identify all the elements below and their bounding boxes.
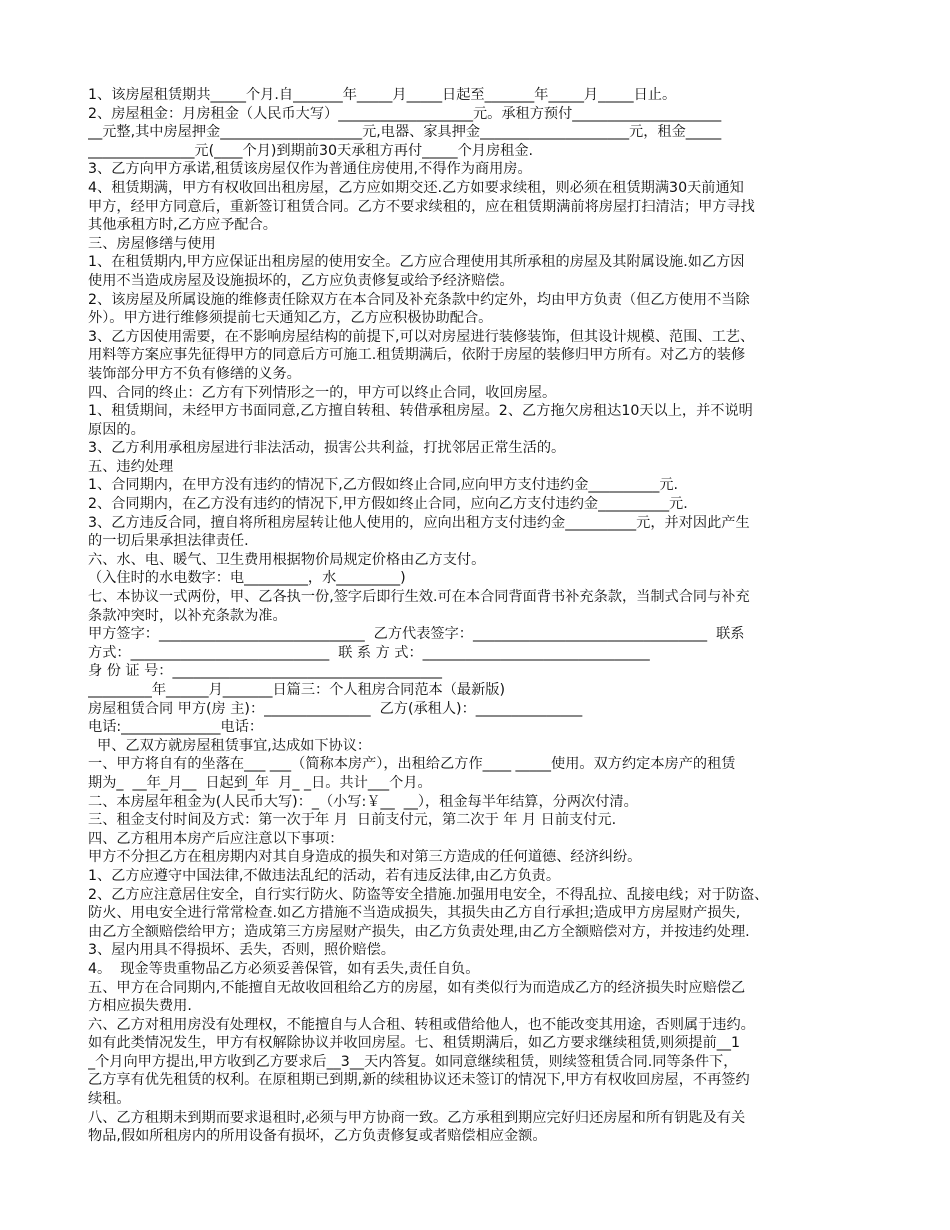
text-line: 三、租金支付时间及方式：第一次于年 月 日前支付元，第二次于 年 月 日前支付元. [88, 812, 617, 829]
text-line: 1、租赁期间，未经甲方书面同意,乙方擅自转租、转借承租房屋。2、乙方拖欠房租达10天以上，并不说明 [88, 403, 753, 420]
text-line: 原因的。 [88, 421, 145, 438]
text-line: 1、合同期内，在甲方没有违约的情况下,乙方假如终止合同,应向甲方支付违约金__________元. [88, 477, 679, 494]
text-line: 外）。甲方进行维修须提前七天通知乙方，乙方应积极协助配合。 [88, 310, 493, 327]
text-line: 其他承租方时,乙方应予配合。 [88, 217, 277, 234]
text-line: 由乙方全额赔偿给甲方；造成第三方房屋财产损失，由乙方负责处理,由乙方全额赔偿对方，并按违约处理. [88, 923, 750, 940]
text-line: 二、本房屋年租金为(人民币大写)：_（小写:￥__ __），租金每半年结算，分两次付清。 [88, 793, 638, 810]
text-line: 方相应损失费用. [88, 998, 192, 1015]
text-line: 2、乙方应注意居住安全，自行实行防火、防盗等安全措施.加强用电安全，不得乱拉、乱接电线；对于防盗、 [88, 886, 769, 903]
text-line: 身 份 证 号：______________________________________ [88, 663, 443, 680]
document-body [88, 86, 862, 1146]
text-line: 六、水、电、暖气、卫生费用根据物价局规定价格由乙方支付。 [88, 551, 486, 568]
text-line: 4、租赁期满，甲方有权收回出租房屋，乙方应如期交还.乙方如要求续租，则必须在租赁期满30天前通知 [88, 179, 744, 196]
text-line: 物品,假如所租房内的所用设备有损坏，乙方负责修复或者赔偿相应金额。 [88, 1128, 547, 1145]
text-line: 3、乙方利用承租房屋进行非法活动，损害公共利益，打扰邻居正常生活的。 [88, 440, 566, 457]
text-line: 3、乙方违反合同，擅自将所租房屋转让他人使用的，应向出租方支付违约金__________元，并对因此产生 [88, 514, 750, 531]
text-line: _______________元(____个月)到期前30天承租方再付_____个月房租金. [88, 142, 534, 159]
text-line: （入住时的水电数字：电_________，水_________) [88, 570, 406, 587]
text-line: 3、屋内用具不得损坏、丢失，否则，照价赔偿。 [88, 942, 395, 959]
text-line: 1、该房屋租赁期共_____个月.自_______年_____月_____日起至_______年_____月_____日止。 [88, 87, 677, 103]
text-line: 电话:______________电话： [88, 719, 264, 736]
text-line: 四、乙方租用本房产后应注意以下事项： [88, 830, 344, 847]
text-line: 四、合同的终止：乙方有下列情形之一的，甲方可以终止合同，收回房屋。 [88, 384, 557, 401]
text-line: 一、甲方将自有的坐落在___ ___（简称本房产），出租给乙方作____ _____使用。双方约定本房产的租赁 [88, 756, 736, 773]
text-line: 七、本协议一式两份，甲、乙各执一份,签字后即行生效.可在本合同背面背书补充条款，当制式合同与补充 [88, 589, 750, 606]
text-line: 乙方享有优先租赁的权利。在原租期已到期,新的续租协议还未签订的情况下,甲方有权收回房屋，不再签约 [88, 1072, 750, 1089]
text-line: 六、乙方对租用房没有处理权，不能擅自与人合租、转租或借给他人，也不能改变其用途，否则属于违约。 [88, 1016, 755, 1033]
text-line: 三、房屋修缮与使用 [88, 235, 216, 252]
text-line: 2、房屋租金：月房租金（人民币大写）___________________元。承租方预付_____________________ [88, 105, 722, 122]
text-line: 条款冲突时，以补充条款为准。 [88, 607, 287, 624]
text-line: 甲方不分担乙方在租房期内对其自身造成的损失和对第三方造成的任何道德、经济纠纷。 [88, 849, 642, 866]
text-line: 防火、用电安全进行常常检查.如乙方措施不当造成损失，其损失由乙方自行承担;造成甲方房屋财产损失, [88, 905, 741, 922]
text-line: 续租。 [88, 1091, 131, 1108]
text-line: 1、在租赁期内,甲方应保证出租房屋的使用安全。乙方应合理使用其所承租的房屋及其附属设施.如乙方因 [88, 254, 745, 271]
text-line: _个月向甲方提出,甲方收到乙方要求后__3__天内答复。如同意继续租赁，则续签租赁合同.同等条件下， [88, 1053, 738, 1070]
text-line: 1、乙方应遵守中国法律,不做违法乱纪的活动，若有违反法律,由乙方负责。 [88, 867, 561, 884]
text-line: 期为_ __年_月__ 日起到_年 月_ _日。共计___个月。 [88, 774, 432, 791]
text-line: 4。 现金等贵重物品乙方必须妥善保管，如有丢失,责任自负。 [88, 960, 480, 977]
text-line: 2、该房屋及所属设施的维修责任除双方在本合同及补充条款中约定外，均由甲方负责（但乙方使用不当除 [88, 291, 750, 308]
text-line: 如有此类情况发生，甲方有权解除协议并收回房屋。七、租赁期满后，如乙方要求继续租赁,则须提前__1 [88, 1035, 740, 1052]
text-line: 方式：____________________________ 联 系 方 式：________________________________ [88, 644, 650, 661]
text-line: 3、乙方向甲方承诺,租赁该房屋仅作为普通住房使用,不得作为商用房。 [88, 161, 532, 178]
text-line: 甲、乙双方就房屋租赁事宜,达成如下协议： [88, 737, 372, 754]
text-line: _________年______月_______日篇三：个人租房合同范本（最新版) [88, 682, 505, 698]
text-line: __元整,其中房屋押金____________________元,电器、家具押金_____________________元，租金_____ [88, 124, 722, 141]
text-line: 甲方签字：_____________________________ 乙方代表签字：_________________________________ 联系 [88, 626, 745, 643]
text-line: 装饰部分甲方不负有修缮的义务。 [88, 365, 301, 382]
text-line: 甲方，经甲方同意后，重新签订租赁合同。乙方不要求续租的，应在租赁期满前将房屋打扫清洁；甲方寻找 [88, 198, 755, 215]
text-line: 五、甲方在合同期内,不能擅自无故收回租给乙方的房屋，如有类似行为而造成乙方的经济损失时应赔偿乙 [88, 979, 746, 996]
text-line: 五、违约处理 [88, 458, 174, 475]
text-line: 2、合同期内，在乙方没有违约的情况下,甲方假如终止合同，应向乙方支付违约金__________元. [88, 496, 688, 513]
text-line: 3、乙方因使用需要，在不影响房屋结构的前提下,可以对房屋进行装修装饰，但其设计规模、范围、工艺、 [88, 328, 755, 345]
text-line: 的一切后果承担法律责任. [88, 533, 249, 550]
text-line: 八、乙方租期未到期而要求退租时,必须与甲方协商一致。乙方承租到期应完好归还房屋和所有钥匙及有关 [88, 1109, 746, 1126]
text-line: 使用不当造成房屋及设施损坏的，乙方应负责修复或给予经济赔偿。 [88, 272, 514, 289]
text-line: 用料等方案应事先征得甲方的同意后方可施工.租赁期满后，依附于房屋的装修归甲方所有。对乙方的装修 [88, 347, 746, 364]
text-line: 房屋租赁合同 甲方(房 主)：_______________ 乙方(承租人)：_______________ [88, 700, 583, 717]
